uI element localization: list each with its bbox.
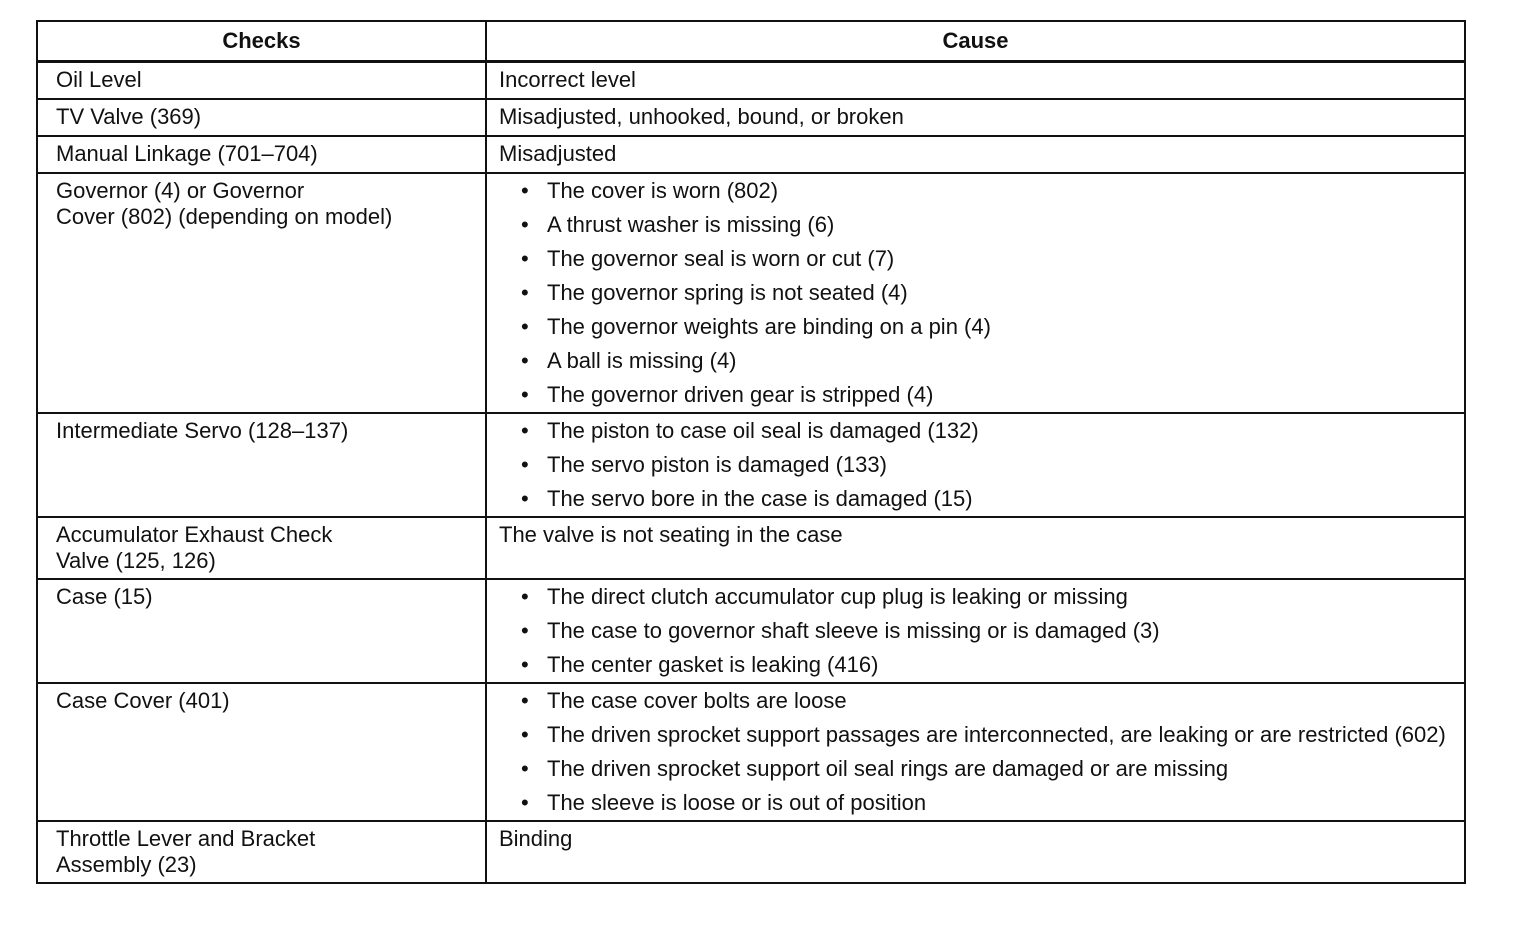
cause-list-item: • The case cover bolts are loose: [499, 688, 1456, 714]
cause-cell: The valve is not seating in the case: [486, 517, 1465, 579]
cause-list-item: • The driven sprocket support oil seal rings are damaged or are missing: [499, 756, 1456, 782]
cause-list: [499, 688, 1456, 816]
cause-list-item: • The cover is worn (802): [499, 178, 1456, 204]
cause-list-item: • A ball is missing (4): [499, 348, 1456, 374]
cause-list-item: • The servo bore in the case is damaged (15): [499, 486, 1456, 512]
header-row: [37, 21, 1465, 62]
cause-list-item: • The direct clutch accumulator cup plug is leaking or missing: [499, 584, 1456, 610]
cause-list: [499, 584, 1456, 678]
cause-cell: Misadjusted, unhooked, bound, or broken: [486, 99, 1465, 136]
check-text-line: Case Cover (401): [56, 688, 230, 713]
table-body: [37, 62, 1465, 884]
cause-list-item: • The governor spring is not seated (4): [499, 280, 1456, 306]
cause-cell: [486, 173, 1465, 413]
cause-column-header: Cause: [486, 21, 1465, 62]
check-text-line: TV Valve (369): [56, 104, 202, 129]
table-row: [37, 821, 1465, 883]
cause-cell: Binding: [486, 821, 1465, 883]
table-row: [37, 683, 1465, 821]
table-row: [37, 173, 1465, 413]
table-row: [37, 136, 1465, 173]
cause-list-item: • The sleeve is loose or is out of position: [499, 790, 1456, 816]
cause-list-item: • The case to governor shaft sleeve is missing or is damaged (3): [499, 618, 1456, 644]
cause-list-item: • The governor driven gear is stripped (4): [499, 382, 1456, 408]
check-text-line: Intermediate Servo (128–137): [56, 418, 349, 443]
cause-list-item: • A thrust washer is missing (6): [499, 212, 1456, 238]
check-cell: [37, 173, 486, 413]
cause-cell: [486, 413, 1465, 517]
cause-list-item: • The servo piston is damaged (133): [499, 452, 1456, 478]
table-row: [37, 579, 1465, 683]
check-text-line: Oil Level: [56, 67, 142, 92]
check-text-line: Throttle Lever and Bracket: [56, 826, 316, 851]
check-text-line: Manual Linkage (701–704): [56, 141, 318, 166]
check-cell: [37, 62, 486, 100]
check-cell: [37, 99, 486, 136]
table-row: [37, 99, 1465, 136]
check-text-line: Assembly (23): [56, 852, 197, 877]
cause-list-item: • The driven sprocket support passages are interconnected, are leaking or are restricted (602): [499, 722, 1456, 748]
cause-cell: [486, 579, 1465, 683]
check-cell: [37, 821, 486, 883]
checks-column-header: Checks: [37, 21, 486, 62]
cause-cell: Incorrect level: [486, 62, 1465, 100]
diagnosis-table: [36, 20, 1466, 884]
check-text-line: Governor (4) or Governor: [56, 178, 305, 203]
check-text-line: Valve (125, 126): [56, 548, 216, 573]
cause-list: [499, 418, 1456, 512]
check-text-line: Case (15): [56, 584, 153, 609]
check-text-line: Accumulator Exhaust Check: [56, 522, 333, 547]
cause-cell: Misadjusted: [486, 136, 1465, 173]
table-row: [37, 413, 1465, 517]
check-cell: [37, 579, 486, 683]
check-cell: [37, 683, 486, 821]
cause-list-item: • The center gasket is leaking (416): [499, 652, 1456, 678]
check-cell: [37, 413, 486, 517]
table-row: [37, 517, 1465, 579]
table-row: [37, 62, 1465, 100]
cause-cell: [486, 683, 1465, 821]
cause-list: [499, 178, 1456, 408]
cause-list-item: • The governor seal is worn or cut (7): [499, 246, 1456, 272]
check-cell: [37, 136, 486, 173]
check-text-line: Cover (802) (depending on model): [56, 204, 393, 229]
check-cell: [37, 517, 486, 579]
cause-list-item: • The piston to case oil seal is damaged (132): [499, 418, 1456, 444]
cause-list-item: • The governor weights are binding on a pin (4): [499, 314, 1456, 340]
